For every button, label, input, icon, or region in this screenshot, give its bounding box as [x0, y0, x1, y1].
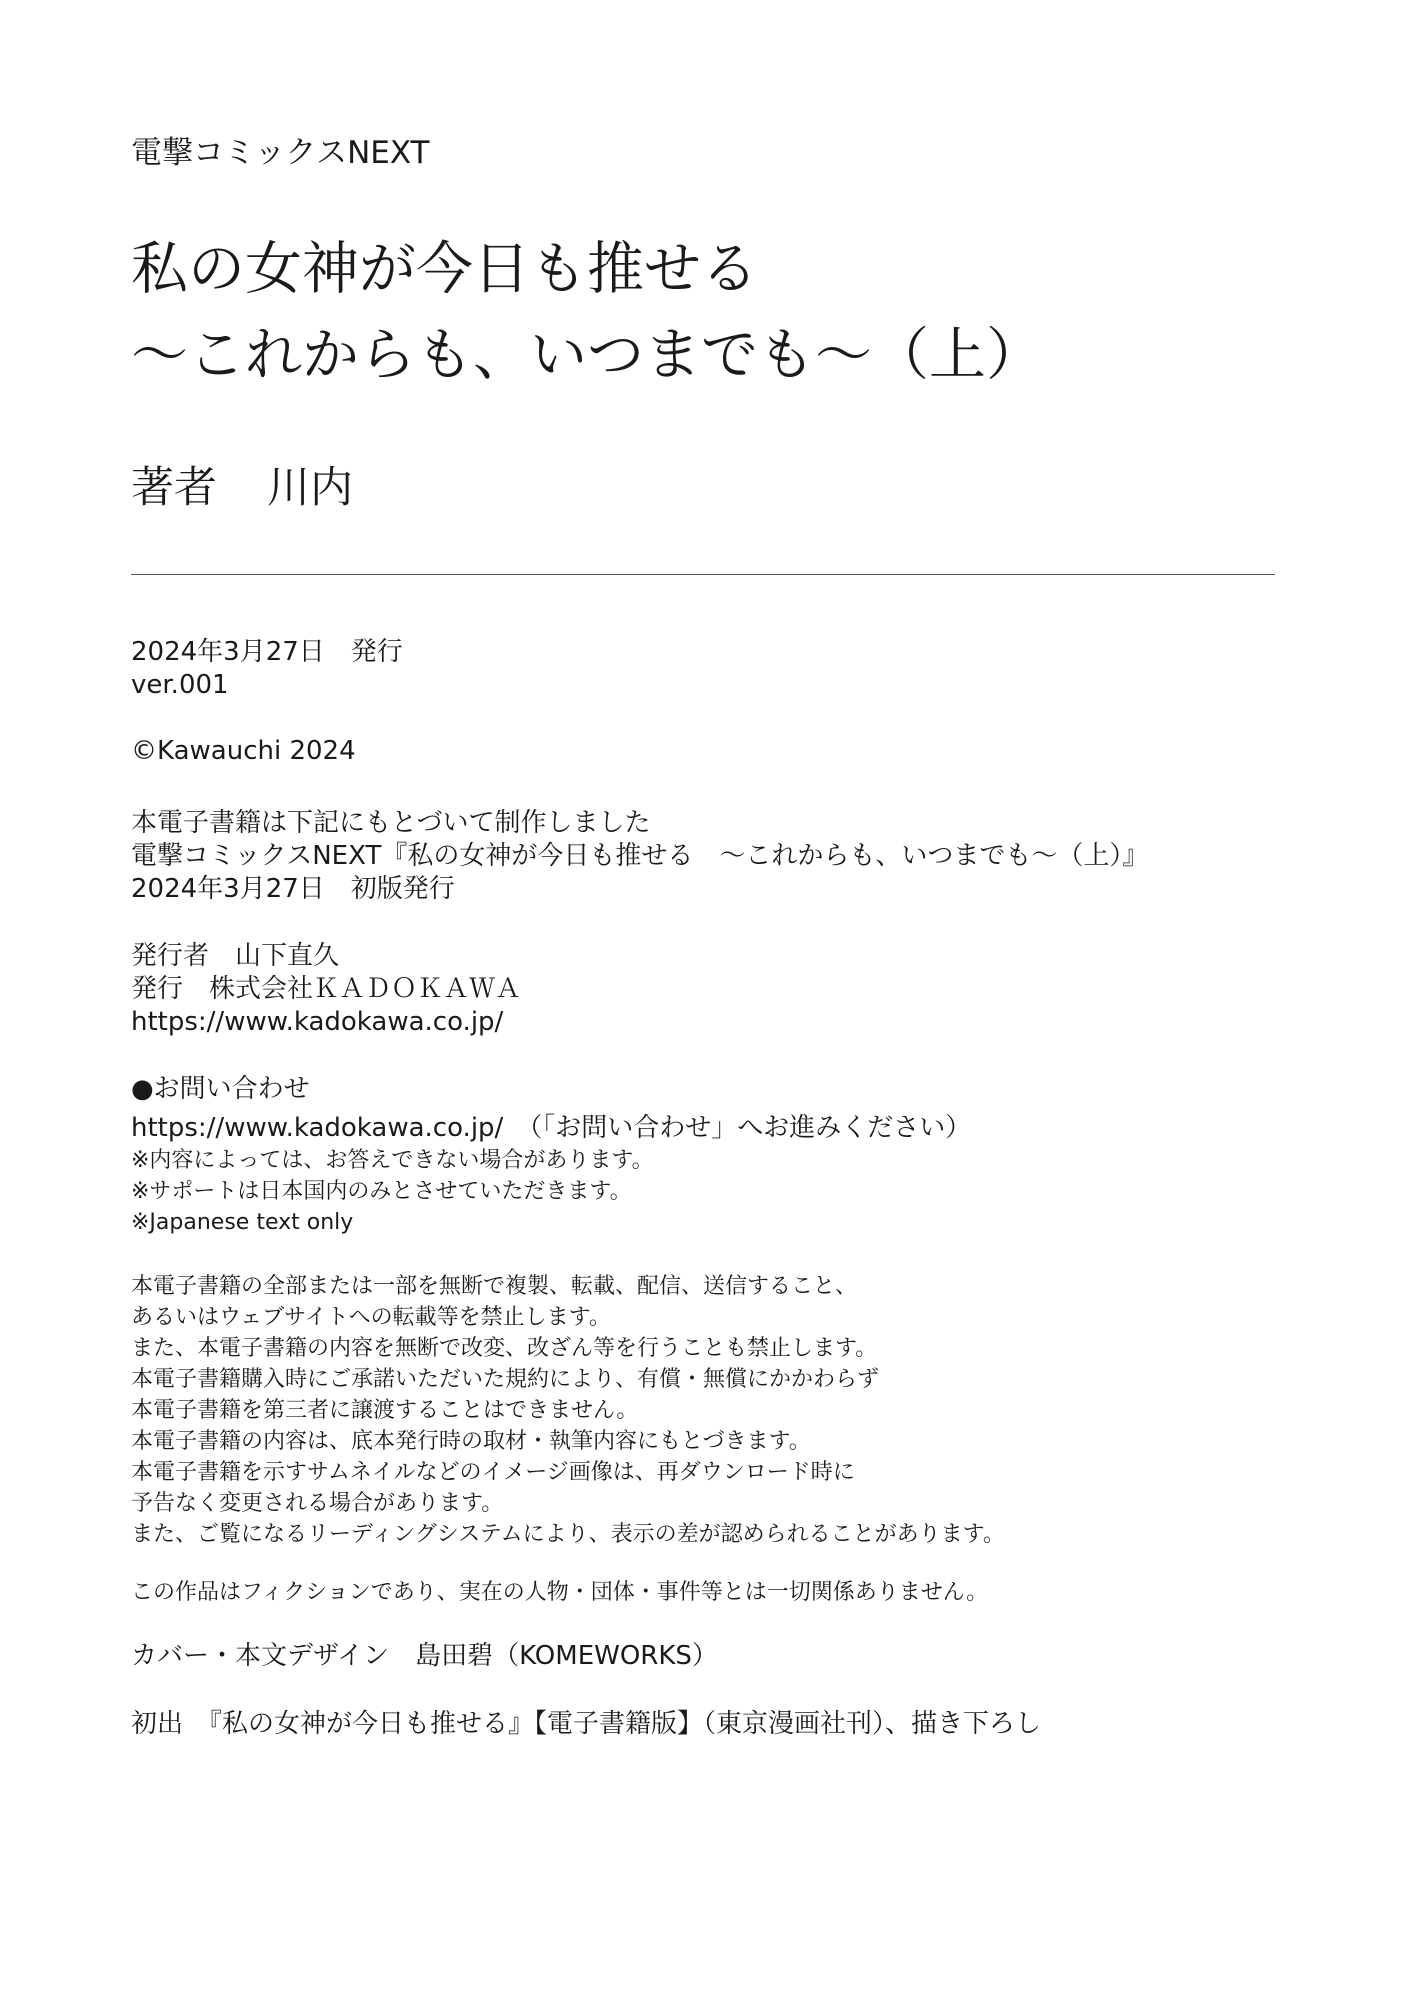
source-line-3: 2024年3月27日 初版発行 — [131, 874, 455, 904]
legal-line: また、ご覧になるリーディングシステムにより、表示の差が認められることがあります。 — [131, 1522, 1005, 1547]
divider-rule — [131, 574, 1275, 575]
legal-notice-block — [131, 1271, 1005, 1550]
publication-date: 2024年3月27日 発行 — [131, 637, 403, 667]
contact-note: ※内容によっては、お答えできない場合があります。 — [131, 1148, 654, 1173]
contact-block — [131, 1073, 971, 1238]
legal-line: 本電子書籍購入時にご承諾いただいた規約により、有償・無償にかかわらず — [131, 1367, 880, 1392]
legal-line: また、本電子書籍の内容を無断で改変、改ざん等を行うことも禁止します。 — [131, 1336, 878, 1361]
book-title — [131, 226, 1043, 398]
publisher-url: https://www.kadokawa.co.jp/ — [131, 1007, 504, 1037]
copyright-notice: ©Kawauchi 2024 — [131, 736, 356, 766]
legal-line: 予告なく変更される場合があります。 — [131, 1491, 504, 1516]
fiction-disclaimer: この作品はフィクションであり、実在の人物・団体・事件等とは一切関係ありません。 — [131, 1580, 989, 1605]
legal-line: 本電子書籍の全部または一部を無断で複製、転載、配信、送信すること、 — [131, 1274, 858, 1299]
contact-notes — [131, 1145, 971, 1238]
contact-note: ※サポートは日本国内のみとさせていただきます。 — [131, 1179, 632, 1204]
publisher-company: 発行 株式会社ＫＡＤＯＫＡＷＡ — [131, 974, 522, 1004]
book-title-line-2: ～これからも、いつまでも～（上） — [131, 322, 1043, 388]
contact-note: ※Japanese text only — [131, 1210, 354, 1235]
author-label: 著者 — [131, 463, 217, 513]
source-line-1: 本電子書籍は下記にもとづいて制作しました — [131, 808, 651, 838]
version-label: ver.001 — [131, 670, 229, 700]
source-block — [131, 807, 1148, 906]
legal-line: 本電子書籍を第三者に譲渡することはできません。 — [131, 1398, 639, 1423]
author-line — [131, 460, 353, 516]
legal-line: あるいはウェブサイトへの転載等を禁止します。 — [131, 1305, 611, 1330]
publisher-person: 発行者 山下直久 — [131, 941, 340, 971]
publisher-block — [131, 940, 521, 1039]
author-name: 川内 — [267, 463, 353, 513]
legal-line: 本電子書籍を示すサムネイルなどのイメージ画像は、再ダウンロード時に — [131, 1460, 855, 1485]
contact-heading: ●お問い合わせ — [131, 1074, 310, 1104]
imprint-label: 電撃コミックスNEXT — [131, 135, 430, 171]
publication-block — [131, 636, 403, 702]
design-credit: カバー・本文デザイン 島田碧（KOMEWORKS） — [131, 1641, 718, 1671]
contact-url: https://www.kadokawa.co.jp/ （「お問い合わせ」へお進みください） — [131, 1113, 972, 1143]
legal-line: 本電子書籍の内容は、底本発行時の取材・執筆内容にもとづきます。 — [131, 1429, 811, 1454]
first-appearance: 初出 『私の女神が今日も推せる』【電子書籍版】（東京漫画社刊）、描き下ろし — [131, 1709, 1042, 1739]
book-title-line-1: 私の女神が今日も推せる — [131, 236, 758, 302]
source-line-2: 電撃コミックスNEXT『私の女神が今日も推せる ～これからも、いつまでも～（上）』 — [131, 841, 1149, 871]
